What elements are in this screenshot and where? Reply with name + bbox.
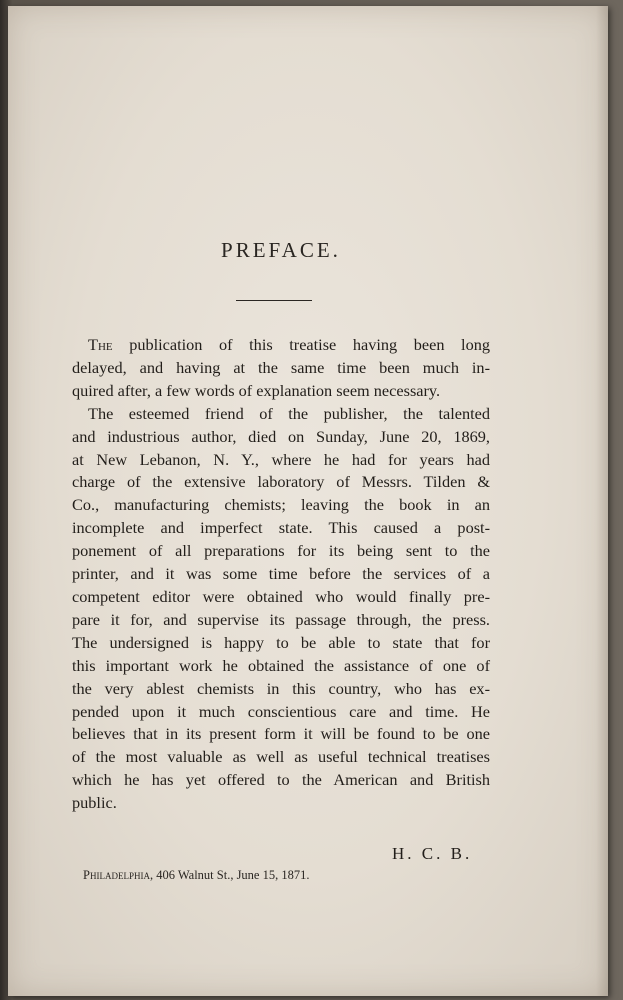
text-line: quired after, a few words of explanation seem necessary. <box>72 380 441 400</box>
text-line: competent editor were obtained who would finally pre- <box>72 586 490 606</box>
title-divider <box>236 300 312 301</box>
footer-address-date: 406 Walnut St., June 15, 1871. <box>156 868 310 882</box>
signature-initials: H. C. B. <box>392 844 473 863</box>
book-page <box>8 6 608 996</box>
place-date-line <box>83 868 309 883</box>
text-line: believes that in its present form it will be found to be one <box>72 724 490 744</box>
text-line: charge of the extensive laboratory of Messrs. Tilden & <box>72 472 490 492</box>
text-line: The esteemed friend of the publisher, the talented <box>88 403 490 423</box>
lead-word: The <box>88 335 113 354</box>
preface-body <box>72 334 490 815</box>
footer-place: Philadelphia, <box>83 868 154 882</box>
text-line: The undersigned is happy to be able to state that for <box>72 632 490 652</box>
text-line: at New Lebanon, N. Y., where he had for years had <box>72 449 490 469</box>
text-line: Co., manufacturing chemists; leaving the book in an <box>72 495 490 515</box>
text-line: ponement of all preparations for its being sent to the <box>72 541 490 561</box>
text-line: incomplete and imperfect state. This caused a post- <box>72 518 490 538</box>
text-line: which he has yet offered to the American and British <box>72 770 490 790</box>
text-line: and industrious author, died on Sunday, June 20, 1869, <box>72 426 490 446</box>
text-line: The publication of this treatise having been long <box>88 335 490 354</box>
page-title: PREFACE. <box>221 238 341 262</box>
page-edge-shadow <box>596 6 608 996</box>
text-line: pended upon it much conscientious care and time. He <box>72 701 490 721</box>
text-line: printer, and it was some time before the services of a <box>72 564 490 584</box>
text-line: of the most valuable as well as useful technical treatises <box>72 747 490 767</box>
text-line: delayed, and having at the same time been much in- <box>72 357 490 377</box>
paragraph-1 <box>72 334 490 403</box>
text-line: this important work he obtained the assistance of one of <box>72 655 490 675</box>
paragraph-2 <box>72 403 490 815</box>
text-line: pare it for, and supervise its passage through, the press. <box>72 609 490 629</box>
text-line: the very ablest chemists in this country, who has ex- <box>72 678 490 698</box>
text-line: public. <box>72 793 117 813</box>
